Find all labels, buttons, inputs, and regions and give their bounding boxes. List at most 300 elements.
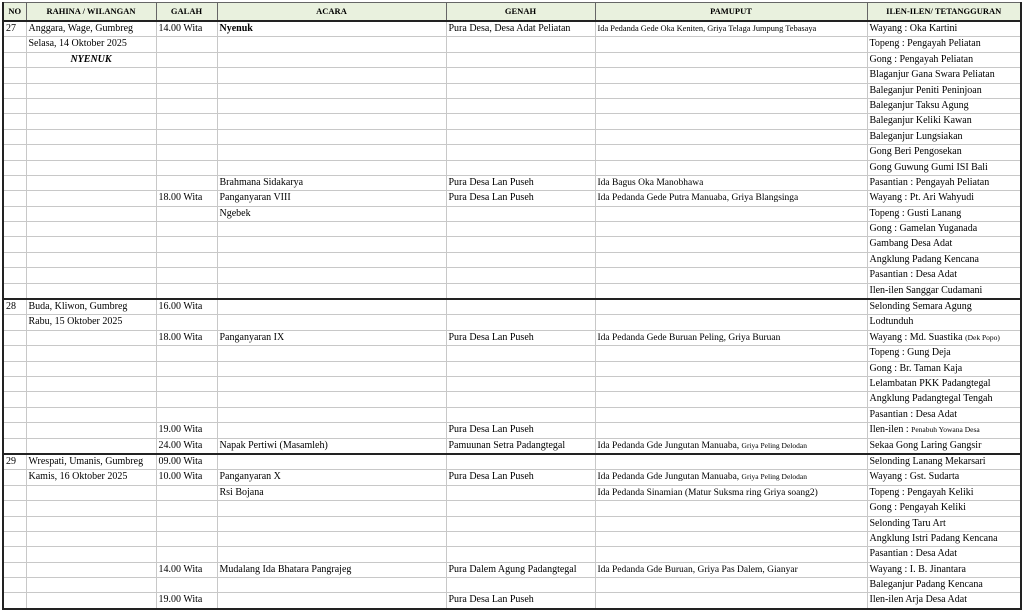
cell-no — [3, 392, 26, 407]
ilen-text: Wayang : Gst. Sudarta — [869, 471, 960, 483]
cell-pamuput — [595, 299, 867, 315]
cell-rahina — [26, 330, 156, 345]
cell-rahina — [26, 114, 156, 129]
genah-text: Pamuunan Setra Padangtegal — [448, 439, 566, 451]
acara-text: Panganyaran IX — [219, 331, 285, 343]
cell-genah — [446, 407, 595, 422]
ilen-text: Topeng : Pengayah Peliatan — [869, 38, 981, 50]
cell-pamuput — [595, 129, 867, 144]
cell-acara — [217, 376, 446, 391]
cell-no — [3, 52, 26, 67]
schedule-body — [3, 21, 1021, 609]
cell-no — [3, 160, 26, 175]
cell-rahina — [26, 315, 156, 330]
cell-ilen — [867, 346, 1021, 361]
cell-rahina — [26, 578, 156, 593]
no-text: 27 — [6, 23, 16, 34]
cell-genah — [446, 252, 595, 267]
cell-galah — [156, 562, 217, 577]
cell-no — [3, 252, 26, 267]
cell-acara — [217, 315, 446, 330]
acara-text: Rsi Bojana — [219, 486, 264, 498]
cell-ilen — [867, 191, 1021, 206]
cell-pamuput — [595, 547, 867, 562]
cell-no — [3, 37, 26, 52]
cell-pamuput — [595, 376, 867, 391]
ilen-text: Topeng : Pengayah Keliki — [869, 486, 974, 498]
ilen-text: Angklung Padang Kencana — [869, 253, 979, 265]
cell-galah — [156, 68, 217, 83]
cell-ilen — [867, 268, 1021, 283]
cell-no — [3, 68, 26, 83]
cell-acara — [217, 268, 446, 283]
genah-text: Pura Dalem Agung Padangtegal — [448, 563, 577, 575]
cell-ilen — [867, 206, 1021, 221]
cell-galah — [156, 283, 217, 299]
cell-rahina — [26, 516, 156, 531]
galah-text: 24.00 Wita — [158, 439, 203, 451]
cell-acara — [217, 531, 446, 546]
cell-pamuput — [595, 191, 867, 206]
table-row — [3, 562, 1021, 577]
header-pamuput: PAMUPUT — [595, 3, 867, 22]
cell-galah — [156, 252, 217, 267]
table-row — [3, 376, 1021, 391]
cell-genah — [446, 454, 595, 470]
header-galah: GALAH — [156, 3, 217, 22]
cell-genah — [446, 470, 595, 485]
table-row — [3, 392, 1021, 407]
cell-ilen — [867, 501, 1021, 516]
cell-galah — [156, 407, 217, 422]
cell-acara — [217, 145, 446, 160]
cell-ilen — [867, 361, 1021, 376]
cell-no — [3, 376, 26, 391]
cell-pamuput — [595, 423, 867, 438]
cell-pamuput — [595, 37, 867, 52]
cell-genah — [446, 516, 595, 531]
cell-galah — [156, 501, 217, 516]
cell-genah — [446, 206, 595, 221]
table-row — [3, 346, 1021, 361]
cell-galah — [156, 346, 217, 361]
cell-genah — [446, 83, 595, 98]
table-row — [3, 299, 1021, 315]
ilen-text: Selonding Semara Agung — [869, 301, 972, 313]
table-row — [3, 206, 1021, 221]
cell-acara — [217, 330, 446, 345]
cell-no — [3, 562, 26, 577]
cell-genah — [446, 438, 595, 454]
cell-rahina — [26, 160, 156, 175]
ilen-text: Gong : Pengayah Peliatan — [869, 53, 974, 65]
galah-text: 18.00 Wita — [158, 331, 203, 343]
cell-genah — [446, 114, 595, 129]
cell-acara — [217, 392, 446, 407]
pamuput-text: Ida Pedanda Sinamian (Matur Suksma ring Griya soang2) — [597, 487, 818, 498]
cell-galah — [156, 593, 217, 609]
cell-no — [3, 438, 26, 454]
cell-acara — [217, 516, 446, 531]
cell-no — [3, 547, 26, 562]
cell-pamuput — [595, 222, 867, 237]
cell-rahina — [26, 531, 156, 546]
cell-acara — [217, 237, 446, 252]
table-row — [3, 283, 1021, 299]
table-row — [3, 438, 1021, 454]
cell-genah — [446, 330, 595, 345]
acara-text: Panganyaran VIII — [219, 192, 291, 204]
cell-rahina — [26, 37, 156, 52]
cell-no — [3, 485, 26, 500]
ilen-small-text: (Dek Popo) — [965, 332, 1000, 342]
ilen-text: Topeng : Gung Deja — [869, 347, 951, 359]
cell-galah — [156, 52, 217, 67]
cell-ilen — [867, 145, 1021, 160]
table-row — [3, 129, 1021, 144]
cell-no — [3, 237, 26, 252]
cell-genah — [446, 98, 595, 113]
cell-no — [3, 407, 26, 422]
table-row — [3, 407, 1021, 422]
ilen-text: Gong : Br. Taman Kaja — [869, 362, 963, 374]
cell-rahina — [26, 68, 156, 83]
cell-rahina — [26, 376, 156, 391]
cell-acara — [217, 160, 446, 175]
table-row — [3, 516, 1021, 531]
cell-pamuput — [595, 407, 867, 422]
cell-ilen — [867, 52, 1021, 67]
ilen-text: Selonding Taru Art — [869, 517, 946, 529]
cell-ilen — [867, 83, 1021, 98]
cell-rahina — [26, 562, 156, 577]
cell-galah — [156, 485, 217, 500]
cell-galah — [156, 330, 217, 345]
cell-genah — [446, 160, 595, 175]
ilen-text: Ilen-ilen : — [869, 424, 909, 436]
genah-text: Pura Desa Lan Puseh — [448, 424, 534, 436]
cell-rahina — [26, 252, 156, 267]
genah-text: Pura Desa, Desa Adat Peliatan — [448, 23, 571, 34]
cell-rahina — [26, 407, 156, 422]
cell-rahina — [26, 361, 156, 376]
cell-pamuput — [595, 501, 867, 516]
cell-pamuput — [595, 237, 867, 252]
cell-ilen — [867, 222, 1021, 237]
cell-acara — [217, 283, 446, 299]
rahina-text: NYENUK — [70, 53, 112, 65]
table-row — [3, 485, 1021, 500]
cell-no — [3, 578, 26, 593]
cell-pamuput — [595, 268, 867, 283]
cell-rahina — [26, 222, 156, 237]
pamuput-text: Ida Pedanda Gede Buruan Peling, Griya Buruan — [597, 332, 781, 343]
cell-ilen — [867, 283, 1021, 299]
cell-pamuput — [595, 531, 867, 546]
pamuput-small-text: Griya Peling Delodan — [741, 440, 807, 450]
cell-no — [3, 175, 26, 190]
ilen-text: Gong : Gamelan Yuganada — [869, 223, 978, 235]
cell-galah — [156, 175, 217, 190]
ilen-text: Baleganjur Keliki Kawan — [869, 115, 972, 127]
rahina-text: Selasa, 14 Oktober 2025 — [28, 38, 127, 50]
cell-rahina — [26, 470, 156, 485]
cell-galah — [156, 531, 217, 546]
cell-rahina — [26, 593, 156, 609]
acara-text: Ngebek — [219, 207, 251, 219]
ilen-text: Sekaa Gong Laring Gangsir — [869, 439, 982, 451]
cell-no — [3, 423, 26, 438]
cell-ilen — [867, 252, 1021, 267]
cell-no — [3, 222, 26, 237]
table-row — [3, 145, 1021, 160]
galah-text: 09.00 Wita — [158, 455, 203, 467]
cell-acara — [217, 52, 446, 67]
cell-ilen — [867, 470, 1021, 485]
genah-text: Pura Desa Lan Puseh — [448, 594, 534, 606]
cell-galah — [156, 268, 217, 283]
galah-text: 19.00 Wita — [158, 594, 203, 606]
cell-genah — [446, 268, 595, 283]
cell-rahina — [26, 438, 156, 454]
cell-acara — [217, 68, 446, 83]
cell-pamuput — [595, 145, 867, 160]
cell-pamuput — [595, 83, 867, 98]
acara-text: Mudalang Ida Bhatara Pangrajeg — [219, 563, 352, 575]
cell-no — [3, 268, 26, 283]
ilen-text: Angklung Padangtegal Tengah — [869, 393, 993, 405]
header-ilen: ILEN-ILEN/ TETANGGURAN — [867, 3, 1021, 22]
table-row — [3, 83, 1021, 98]
ilen-text: Wayang : I. B. Jinantara — [869, 563, 966, 575]
cell-genah — [446, 501, 595, 516]
cell-ilen — [867, 160, 1021, 175]
header-row — [3, 3, 1021, 22]
cell-no — [3, 501, 26, 516]
header-rahina: RAHINA / WILANGAN — [26, 3, 156, 22]
cell-ilen — [867, 21, 1021, 37]
cell-pamuput — [595, 454, 867, 470]
header-genah: GENAH — [446, 3, 595, 22]
cell-genah — [446, 129, 595, 144]
ilen-text: Lelambatan PKK Padangtegal — [869, 377, 991, 389]
cell-galah — [156, 516, 217, 531]
cell-genah — [446, 485, 595, 500]
ilen-text: Wayang : Md. Suastika — [869, 331, 963, 343]
cell-galah — [156, 423, 217, 438]
cell-rahina — [26, 423, 156, 438]
no-text: 29 — [6, 455, 16, 467]
cell-rahina — [26, 145, 156, 160]
cell-no — [3, 315, 26, 330]
cell-no — [3, 516, 26, 531]
galah-text: 16.00 Wita — [158, 301, 203, 313]
cell-genah — [446, 346, 595, 361]
cell-rahina — [26, 501, 156, 516]
cell-pamuput — [595, 392, 867, 407]
cell-genah — [446, 21, 595, 37]
cell-no — [3, 114, 26, 129]
cell-ilen — [867, 407, 1021, 422]
cell-pamuput — [595, 578, 867, 593]
cell-acara — [217, 470, 446, 485]
cell-ilen — [867, 392, 1021, 407]
cell-rahina — [26, 21, 156, 37]
cell-no — [3, 283, 26, 299]
cell-galah — [156, 392, 217, 407]
ilen-text: Baleganjur Lungsiakan — [869, 130, 963, 142]
table-row — [3, 191, 1021, 206]
pamuput-text: Ida Pedanda Gde Buruan, Griya Pas Dalem, Gianyar — [597, 564, 798, 575]
table-row — [3, 330, 1021, 345]
cell-galah — [156, 237, 217, 252]
cell-galah — [156, 438, 217, 454]
table-row — [3, 175, 1021, 190]
cell-pamuput — [595, 175, 867, 190]
cell-no — [3, 593, 26, 609]
ilen-text: Wayang : Oka Kartini — [869, 23, 958, 34]
cell-ilen — [867, 330, 1021, 345]
cell-acara — [217, 222, 446, 237]
cell-pamuput — [595, 593, 867, 609]
cell-no — [3, 145, 26, 160]
cell-acara — [217, 423, 446, 438]
pamuput-small-text: Griya Peling Delodan — [741, 472, 807, 482]
table-row — [3, 315, 1021, 330]
cell-pamuput — [595, 470, 867, 485]
cell-galah — [156, 145, 217, 160]
ilen-text: Pasantian : Desa Adat — [869, 408, 957, 420]
pamuput-text: Ida Pedanda Gde Jungutan Manuaba, — [597, 472, 740, 483]
genah-text: Pura Desa Lan Puseh — [448, 176, 534, 188]
cell-galah — [156, 361, 217, 376]
table-row — [3, 531, 1021, 546]
ilen-text: Baleganjur Padang Kencana — [869, 579, 983, 591]
galah-text: 14.00 Wita — [158, 23, 203, 34]
ilen-text: Pasantian : Pengayah Peliatan — [869, 176, 990, 188]
cell-acara — [217, 501, 446, 516]
cell-pamuput — [595, 52, 867, 67]
ilen-text: Gong : Pengayah Keliki — [869, 502, 966, 514]
cell-genah — [446, 52, 595, 67]
cell-no — [3, 83, 26, 98]
cell-pamuput — [595, 283, 867, 299]
cell-pamuput — [595, 98, 867, 113]
cell-rahina — [26, 454, 156, 470]
acara-text: Panganyaran X — [219, 471, 281, 483]
ilen-text: Pasantian : Desa Adat — [869, 548, 957, 560]
cell-acara — [217, 83, 446, 98]
table-row — [3, 98, 1021, 113]
cell-genah — [446, 361, 595, 376]
cell-no — [3, 98, 26, 113]
table-row — [3, 268, 1021, 283]
cell-rahina — [26, 299, 156, 315]
cell-rahina — [26, 175, 156, 190]
cell-pamuput — [595, 485, 867, 500]
cell-acara — [217, 206, 446, 221]
cell-pamuput — [595, 346, 867, 361]
cell-galah — [156, 83, 217, 98]
cell-galah — [156, 315, 217, 330]
cell-genah — [446, 37, 595, 52]
table-row — [3, 501, 1021, 516]
cell-genah — [446, 175, 595, 190]
header-no: NO — [3, 3, 26, 22]
galah-text: 10.00 Wita — [158, 471, 203, 483]
cell-galah — [156, 299, 217, 315]
cell-ilen — [867, 438, 1021, 454]
table-row — [3, 470, 1021, 485]
cell-acara — [217, 593, 446, 609]
cell-galah — [156, 37, 217, 52]
cell-pamuput — [595, 330, 867, 345]
cell-acara — [217, 98, 446, 113]
cell-no — [3, 470, 26, 485]
cell-galah — [156, 191, 217, 206]
cell-acara — [217, 361, 446, 376]
cell-ilen — [867, 68, 1021, 83]
table-row — [3, 237, 1021, 252]
cell-pamuput — [595, 68, 867, 83]
pamuput-text: Ida Pedanda Gede Oka Keniten, Griya Telaga Jumpung Tebasaya — [597, 24, 817, 33]
galah-text: 14.00 Wita — [158, 563, 203, 575]
cell-no — [3, 206, 26, 221]
table-row — [3, 37, 1021, 52]
cell-ilen — [867, 114, 1021, 129]
pamuput-text: Ida Pedanda Gde Jungutan Manuaba, — [597, 440, 740, 451]
cell-acara — [217, 578, 446, 593]
cell-rahina — [26, 547, 156, 562]
table-row — [3, 454, 1021, 470]
galah-text: 18.00 Wita — [158, 192, 203, 204]
cell-ilen — [867, 376, 1021, 391]
cell-no — [3, 531, 26, 546]
cell-ilen — [867, 175, 1021, 190]
cell-pamuput — [595, 438, 867, 454]
ilen-text: Baleganjur Peniti Peninjoan — [869, 84, 982, 96]
cell-acara — [217, 438, 446, 454]
cell-galah — [156, 21, 217, 37]
ilen-text: Topeng : Gusti Lanang — [869, 207, 962, 219]
cell-ilen — [867, 562, 1021, 577]
cell-ilen — [867, 299, 1021, 315]
acara-text: Napak Pertiwi (Masamleh) — [219, 439, 328, 451]
no-text: 28 — [6, 301, 16, 313]
cell-genah — [446, 315, 595, 330]
acara-text: Brahmana Sidakarya — [219, 176, 304, 188]
table-row — [3, 593, 1021, 609]
ilen-text: Lodtunduh — [869, 316, 914, 328]
table-row — [3, 114, 1021, 129]
genah-text: Pura Desa Lan Puseh — [448, 331, 534, 343]
cell-acara — [217, 129, 446, 144]
cell-genah — [446, 593, 595, 609]
cell-genah — [446, 423, 595, 438]
cell-genah — [446, 191, 595, 206]
cell-genah — [446, 237, 595, 252]
cell-acara — [217, 191, 446, 206]
ilen-text: Gong Beri Pengosekan — [869, 146, 962, 158]
ilen-text: Selonding Lanang Mekarsari — [869, 455, 986, 467]
ilen-text: Gong Guwung Gumi ISI Bali — [869, 161, 988, 173]
rahina-text: Kamis, 16 Oktober 2025 — [28, 471, 128, 483]
cell-rahina — [26, 237, 156, 252]
ilen-text: Baleganjur Taksu Agung — [869, 99, 969, 111]
cell-acara — [217, 485, 446, 500]
cell-galah — [156, 206, 217, 221]
ilen-text: Ilen-ilen Arja Desa Adat — [869, 594, 967, 606]
